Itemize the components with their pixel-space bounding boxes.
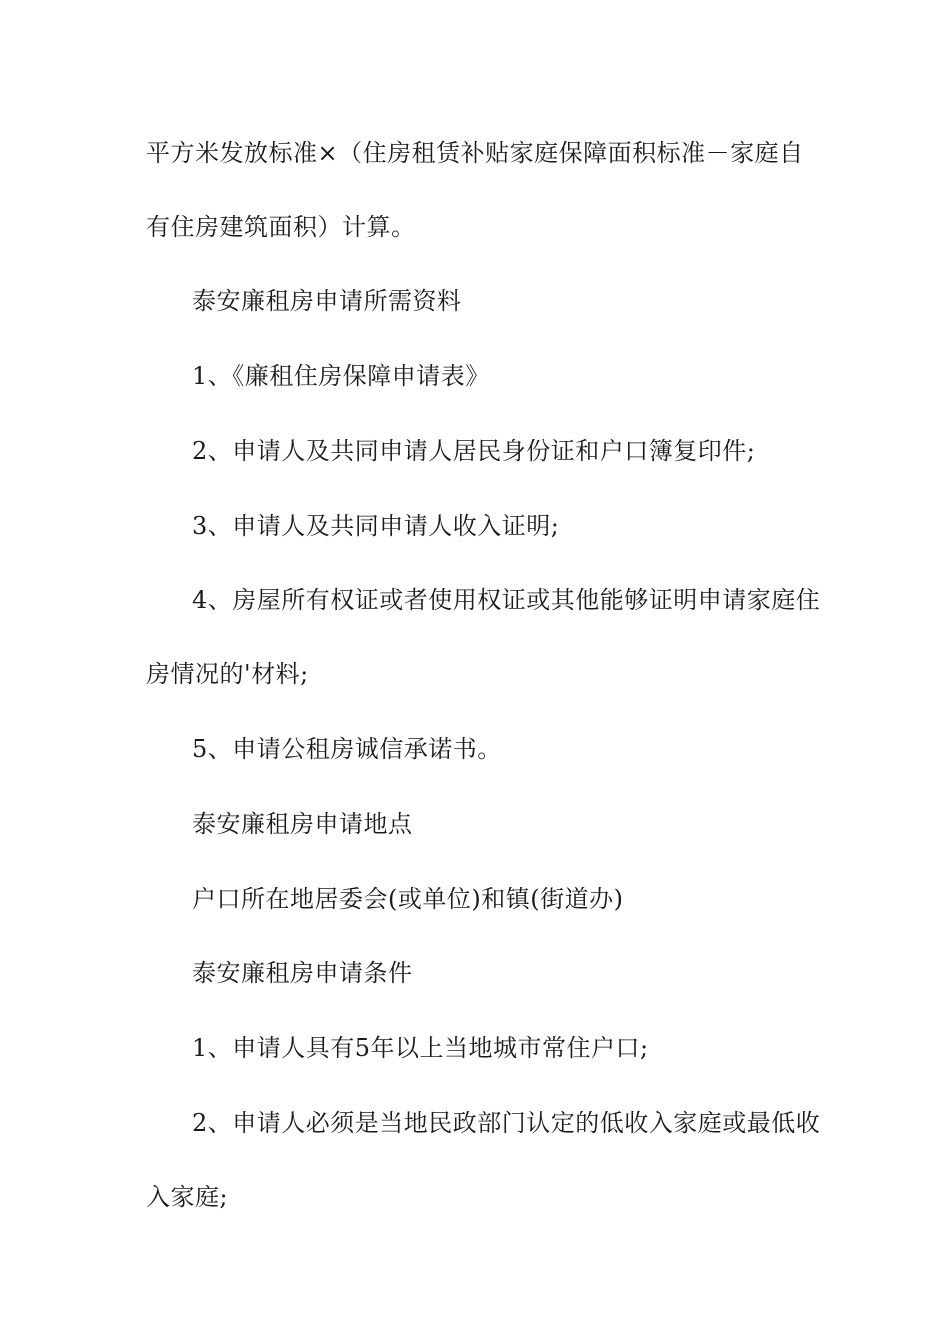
list-item-housing-proof: 4、房屋所有权证或者使用权证或其他能够证明申请家庭住 (192, 586, 821, 614)
section-heading-required-materials: 泰安廉租房申请所需资料 (192, 287, 462, 315)
list-item-income-requirement: 2、申请人必须是当地民政部门认定的低收入家庭或最低收 (192, 1109, 821, 1137)
section-heading-application-conditions: 泰安廉租房申请条件 (192, 959, 413, 987)
paragraph-line-calculation-end: 有住房建筑面积）计算。 (146, 213, 416, 241)
paragraph-line-calculation-formula: 平方米发放标准×（住房租赁补贴家庭保障面积标准－家庭自 (146, 139, 804, 167)
list-item-income-requirement-continued: 入家庭; (146, 1183, 229, 1211)
list-item-residency-requirement: 1、申请人具有5年以上当地城市常住户口; (192, 1034, 649, 1062)
section-heading-application-location: 泰安廉租房申请地点 (192, 810, 413, 838)
paragraph-application-location: 户口所在地居委会(或单位)和镇(街道办) (192, 885, 624, 913)
list-item-id-copies: 2、申请人及共同申请人居民身份证和户口簿复印件; (192, 437, 756, 465)
list-item-integrity-pledge: 5、申请公租房诚信承诺书。 (192, 735, 502, 763)
list-item-income-proof: 3、申请人及共同申请人收入证明; (192, 512, 560, 540)
list-item-housing-proof-continued: 房情况的'材料; (146, 660, 309, 688)
list-item-application-form: 1、《廉租住房保障申请表》 (192, 362, 490, 390)
